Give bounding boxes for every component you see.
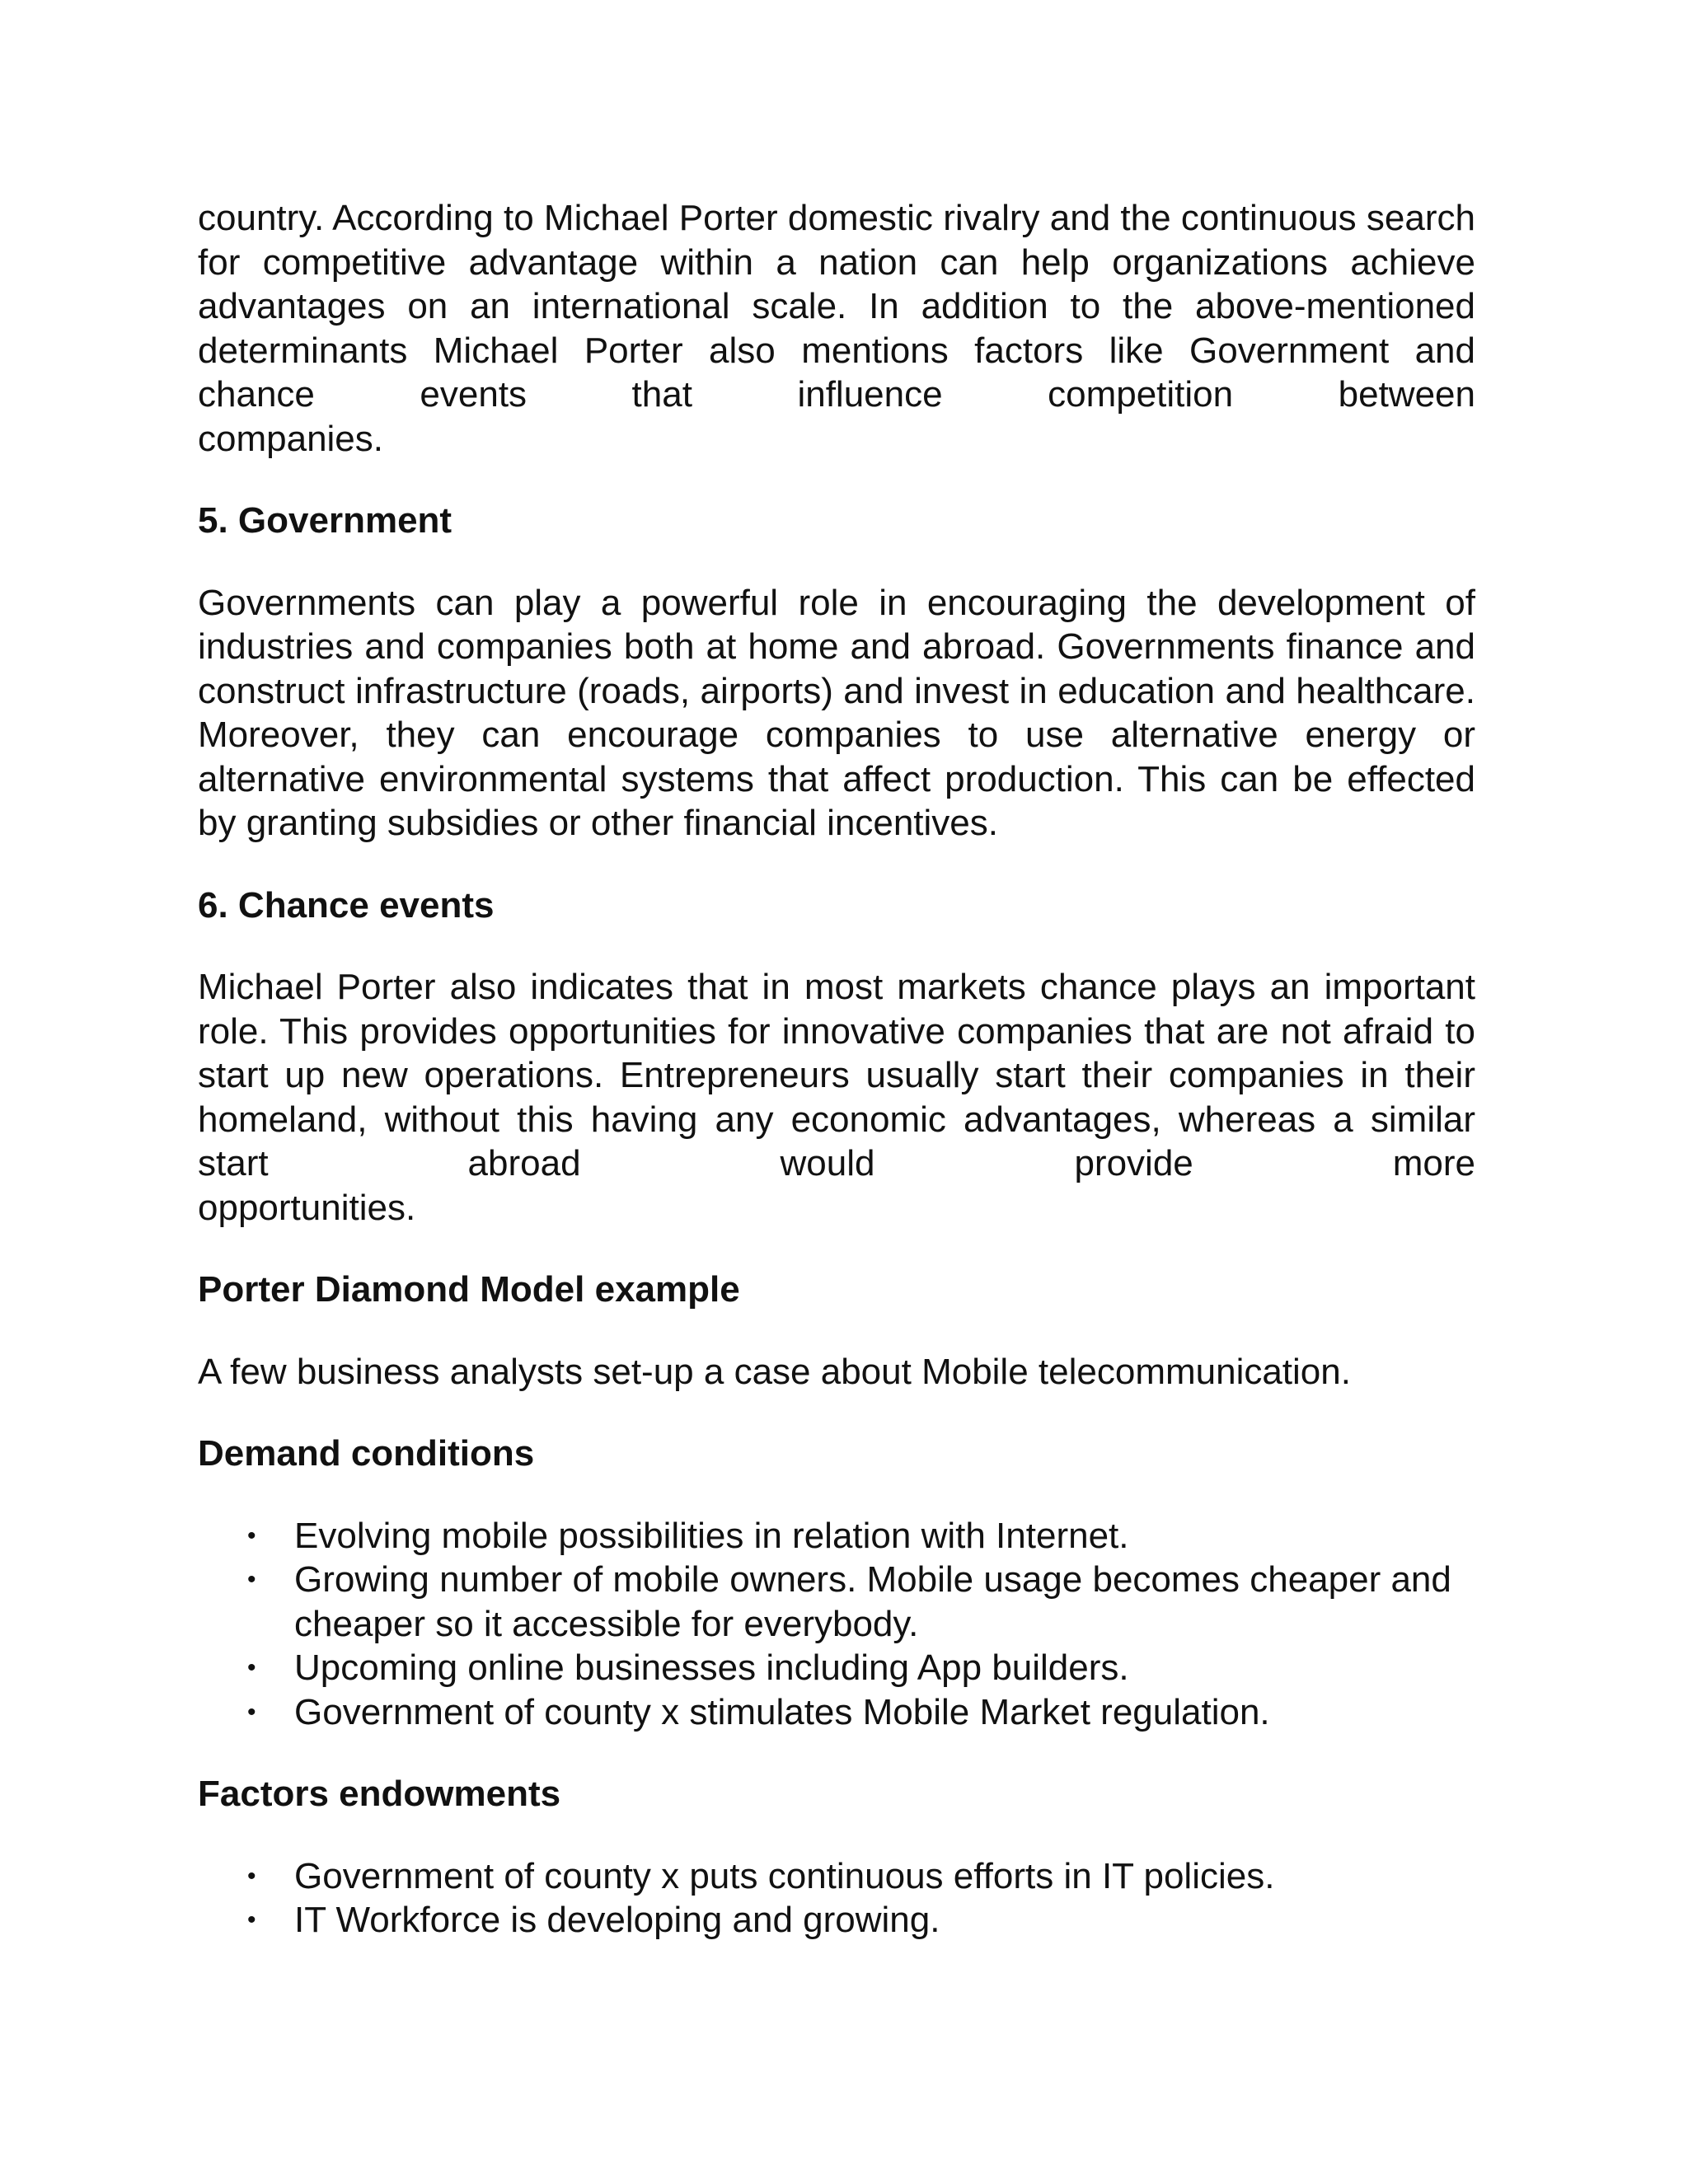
intro-paragraph-text: country. According to Michael Porter domestic rivalry and the continuous search for competitive advantage within a nation can help organizations achieve advantages on an international scale. In addition to the above-mentioned determinants Michael Porter also mentions factors like Government and chance events that influence competition between [198,198,1475,415]
list-item [198,1854,1475,1899]
list-item-text: Upcoming online businesses including App builders. [294,1647,1129,1688]
government-paragraph: Governments can play a powerful role in encouraging the development of industries and companies both at home and abroad. Governments finance and construct infrastructure (roads, airports) and invest in education and healthcare. Moreover, they can encourage companies to use alternative energy or alternative environmental systems that affect production. This can be effected by granting subsidies or other financial incentives. [198,582,1475,843]
example-paragraph: A few business analysts set-up a case about Mobile telecommunication. [198,1351,1351,1392]
bullet-icon: • [247,1906,256,1933]
section-heading-demand-conditions: Demand conditions [198,1433,535,1474]
section-heading-chance-events: 6. Chance events [198,884,495,926]
list-item-text: Growing number of mobile owners. Mobile usage becomes cheaper and cheaper so it accessible for everybody. [294,1559,1451,1644]
chance-events-paragraph-last-line: opportunities. [198,1187,416,1228]
section-heading-government: 5. Government [198,500,452,541]
intro-paragraph [198,196,1475,461]
document-page [198,196,1475,1943]
list-item [198,1646,1475,1690]
list-item-text: Evolving mobile possibilities in relation with Internet. [294,1515,1129,1556]
list-item [198,1898,1475,1943]
chance-events-paragraph [198,965,1475,1230]
bullet-icon: • [247,1698,256,1726]
list-item [198,1558,1475,1646]
list-item-text: Government of county x stimulates Mobile Market regulation. [294,1691,1270,1732]
section-heading-factors-endowments: Factors endowments [198,1774,561,1814]
bullet-icon: • [247,1566,256,1593]
section-heading-example: Porter Diamond Model example [198,1269,740,1310]
demand-conditions-list [198,1514,1475,1735]
list-item [198,1514,1475,1558]
intro-paragraph-last-line: companies. [198,418,384,459]
bullet-icon: • [247,1654,256,1681]
list-item-text: Government of county x puts continuous efforts in IT policies. [294,1855,1275,1896]
bullet-icon: • [247,1521,256,1549]
factors-endowments-list [198,1854,1475,1943]
bullet-icon: • [247,1862,256,1890]
chance-events-paragraph-text: Michael Porter also indicates that in most markets chance plays an important role. This provides opportunities for innovative companies that are not afraid to start up new operations. Entrepreneurs usually start their companies in their homeland, without this having any economic advantages, whereas a similar start abroad would provide more [198,967,1475,1183]
list-item [198,1690,1475,1735]
list-item-text: IT Workforce is developing and growing. [294,1900,940,1940]
